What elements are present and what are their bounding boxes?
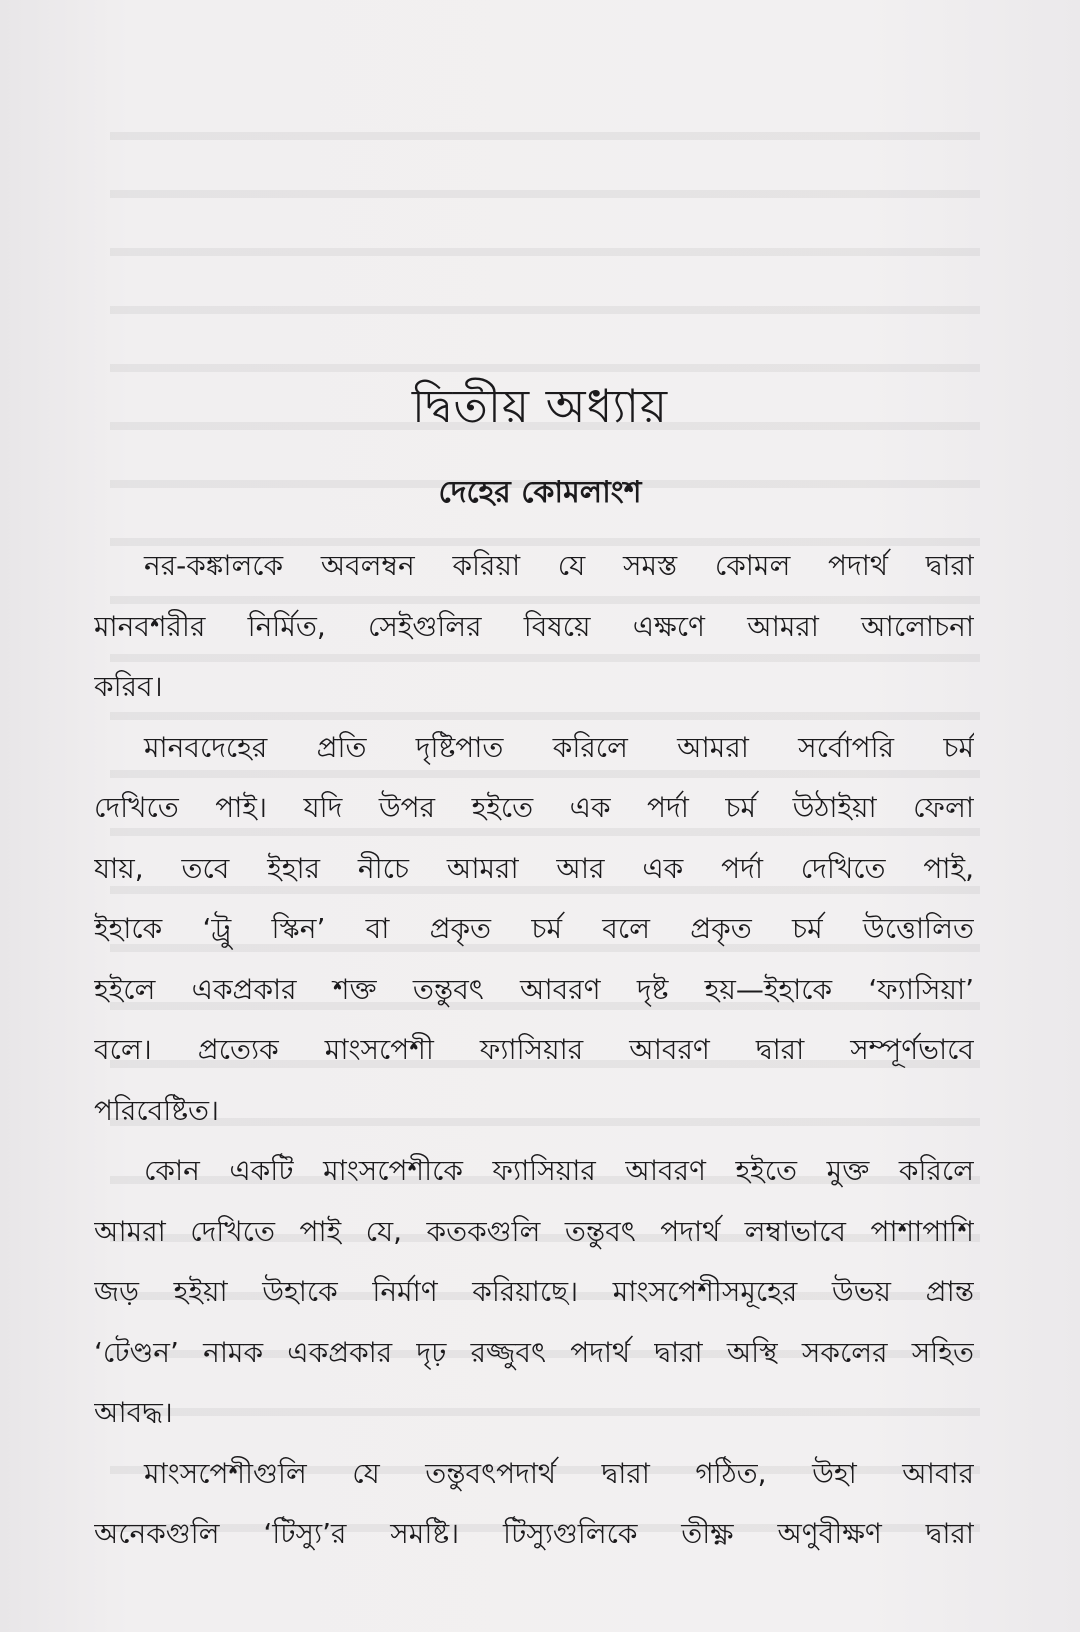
text-line: দেখিতে পাই। যদি উপর হইতে এক পর্দা চর্ম উঠাইয়া ফেলা [94,791,974,824]
text-line: আমরা দেখিতে পাই যে, কতকগুলি তন্তুবৎ পদার্থ লম্বাভাবে পাশাপাশি [94,1214,974,1248]
text-line: অনেকগুলি ‘টিস্যু’র সমষ্টি। টিস্যুগুলিকে তীক্ষ্ণ অণুবীক্ষণ দ্বারা [94,1517,974,1550]
text-line: হইলে একপ্রকার শক্ত তন্তুবৎ আবরণ দৃষ্ট হয়—ইহাকে ‘ফ্যাসিয়া’ [94,972,974,1006]
text-line: ‘টেণ্ডন’ নামক একপ্রকার দৃঢ় রজ্জুবৎ পদার্থ দ্বারা অস্থি সকলের সহিত [94,1335,974,1369]
text-line: করিব। [94,670,163,703]
text-line: যায়, তবে ইহার নীচে আমরা আর এক পর্দা দেখিতে পাই, [94,851,974,885]
text-line: ইহাকে ‘ট্রু স্কিন’ বা প্রকৃত চর্ম বলে প্রকৃত চর্ম উত্তোলিত [94,912,974,945]
paragraph [94,718,974,1142]
section-title: দেহের কোমলাংশ [438,475,642,510]
paragraph [94,1444,974,1565]
text-line: মাংসপেশীগুলি যে তন্তুবৎপদার্থ দ্বারা গঠিত, উহা আবার [144,1456,974,1490]
text-line: পরিবেষ্টিত। [94,1093,220,1127]
text-line: মানবদেহের প্রতি দৃষ্টিপাত করিলে আমরা সর্বোপরি চর্ম [144,730,974,764]
text-line: মানবশরীর নির্মিত, সেইগুলির বিষয়ে এক্ষণে আমরা আলোচনা [94,609,974,643]
paragraph [94,1141,974,1444]
body-text [94,536,974,1565]
text-line: আবদ্ধ। [94,1396,173,1429]
chapter-title: দ্বিতীয় অধ্যায় [411,379,669,433]
text-line: জড় হইয়া উহাকে নির্মাণ করিয়াছে। মাংসপেশীসমূহের উভয় প্রান্ত [94,1275,974,1308]
text-line: নর-কঙ্কালকে অবলম্বন করিয়া যে সমস্ত কোমল পদার্থ দ্বারা [144,549,974,582]
text-line: কোন একটি মাংসপেশীকে ফ্যাসিয়ার আবরণ হইতে মুক্ত করিলে [144,1154,974,1187]
paragraph [94,536,974,718]
text-line: বলে। প্রত্যেক মাংসপেশী ফ্যাসিয়ার আবরণ দ্বারা সম্পূর্ণভাবে [94,1033,974,1066]
